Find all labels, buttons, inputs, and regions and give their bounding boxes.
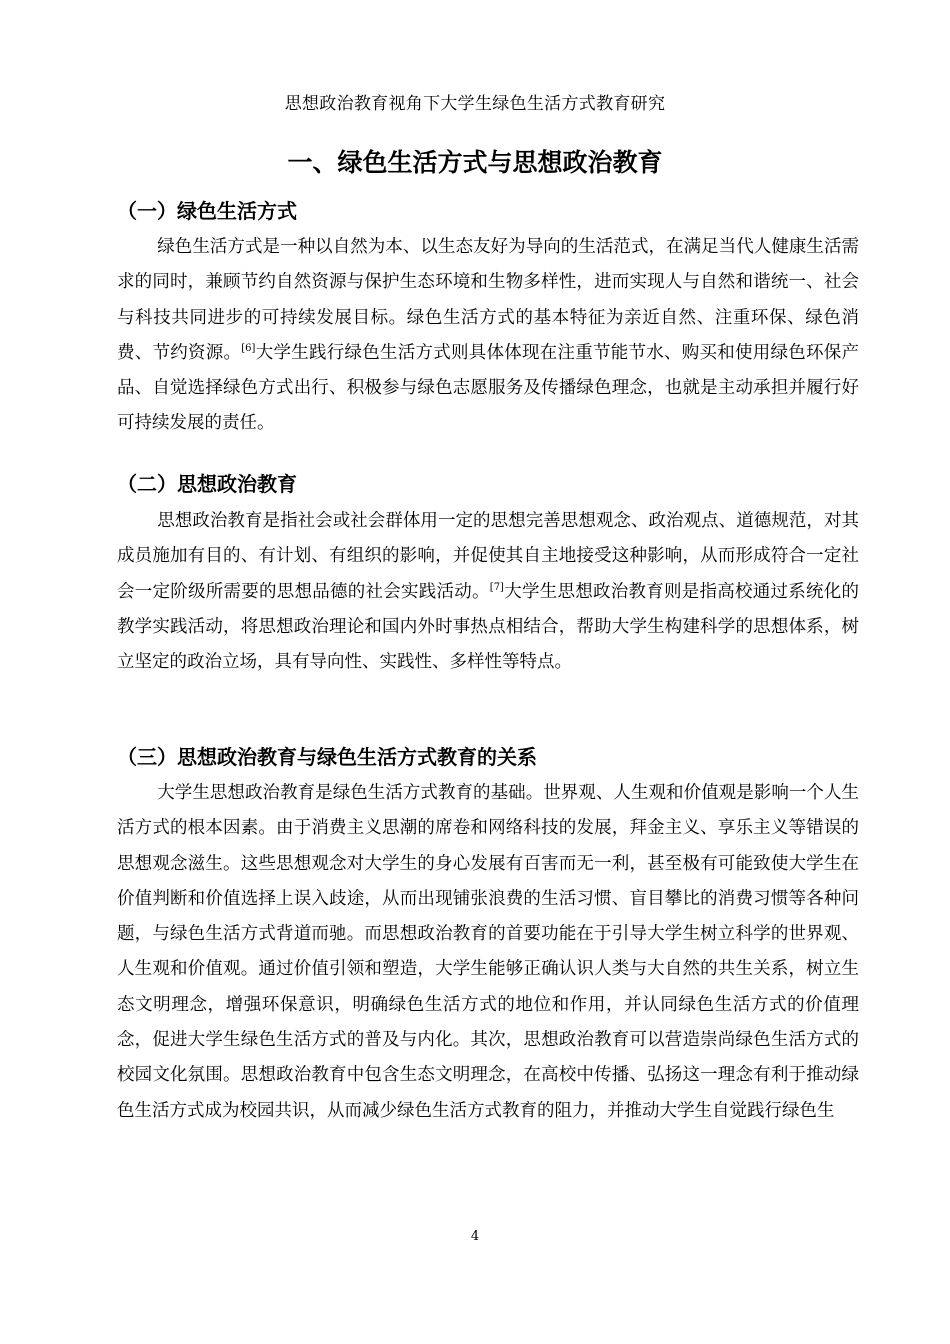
section-heading-relationship: （三）思想政治教育与绿色生活方式教育的关系 bbox=[117, 745, 537, 769]
section-heading-ideological-education: （二）思想政治教育 bbox=[117, 472, 297, 496]
running-header: 思想政治教育视角下大学生绿色生活方式教育研究 bbox=[284, 94, 666, 114]
paragraph-text: 绿色生活方式是一种以自然为本、以生态友好为导向的生活范式，在满足当代人健康生活需求的同时，兼顾节约自然资源与保护生态环境和生物多样性，进而实现人与自然和谐统一、社会与科技共同进步的可持续发展目标。绿色生活方式的基本特征为亲近自然、注重环保、绿色消费、节约资源。 bbox=[117, 237, 859, 363]
page-number: 4 bbox=[470, 1229, 480, 1244]
paragraph-ideological-education bbox=[117, 504, 859, 680]
paragraph-green-lifestyle bbox=[117, 230, 859, 442]
paragraph-relationship: 大学生思想政治教育是绿色生活方式教育的基础。世界观、人生观和价值观是影响一个人生活方式的根本因素。由于消费主义思潮的席卷和网络科技的发展，拜金主义、享乐主义等错误的思想观念滋生。这些思想观念对大学生的身心发展有百害而无一利，甚至极有可能致使大学生在价值判断和价值选择上误入歧途，从而出现铺张浪费的生活习惯、盲目攀比的消费习惯等各种问题，与绿色生活方式背道而驰。而思想政治教育的首要功能在于引导大学生树立科学的世界观、人生观和价值观。通过价值引领和塑造，大学生能够正确认识人类与大自然的共生关系，树立生态文明理念，增强环保意识，明确绿色生活方式的地位和作用，并认同绿色生活方式的价值理念，促进大学生绿色生活方式的普及与内化。其次，思想政治教育可以营造崇尚绿色生活方式的校园文化氛围。思想政治教育中包含生态文明理念，在高校中传播、弘扬这一理念有利于推动绿色生活方式成为校园共识，从而减少绿色生活方式教育的阻力，并推动大学生自觉践行绿色生 bbox=[117, 783, 859, 1121]
citation-ref: [7] bbox=[489, 581, 504, 593]
paragraph-text: 大学生践行绿色生活方式则具体体现在注重节能节水、购买和使用绿色环保产品、自觉选择绿色方式出行、积极参与绿色志愿服务及传播绿色理念，也就是主动承担并履行好可持续发展的责任。 bbox=[117, 342, 859, 434]
paragraph-text: 大学生思想政治教育则是指高校通过系统化的教学实践活动，将思想政治理论和国内外时事热点相结合，帮助大学生构建科学的思想体系，树立坚定的政治立场，具有导向性、实践性、多样性等特点。 bbox=[117, 581, 860, 673]
citation-ref: [6] bbox=[241, 342, 256, 354]
chapter-title: 一、绿色生活方式与思想政治教育 bbox=[287, 148, 663, 177]
paragraph-text: 思想政治教育是指社会或社会群体用一定的思想完善思想观念、政治观点、道德规范，对其成员施加有目的、有计划、有组织的影响，并促使其自主地接受这种影响，从而形成符合一定社会一定阶级所需要的思想品德的社会实践活动。 bbox=[117, 511, 859, 602]
section-heading-green-lifestyle: （一）绿色生活方式 bbox=[117, 199, 297, 223]
